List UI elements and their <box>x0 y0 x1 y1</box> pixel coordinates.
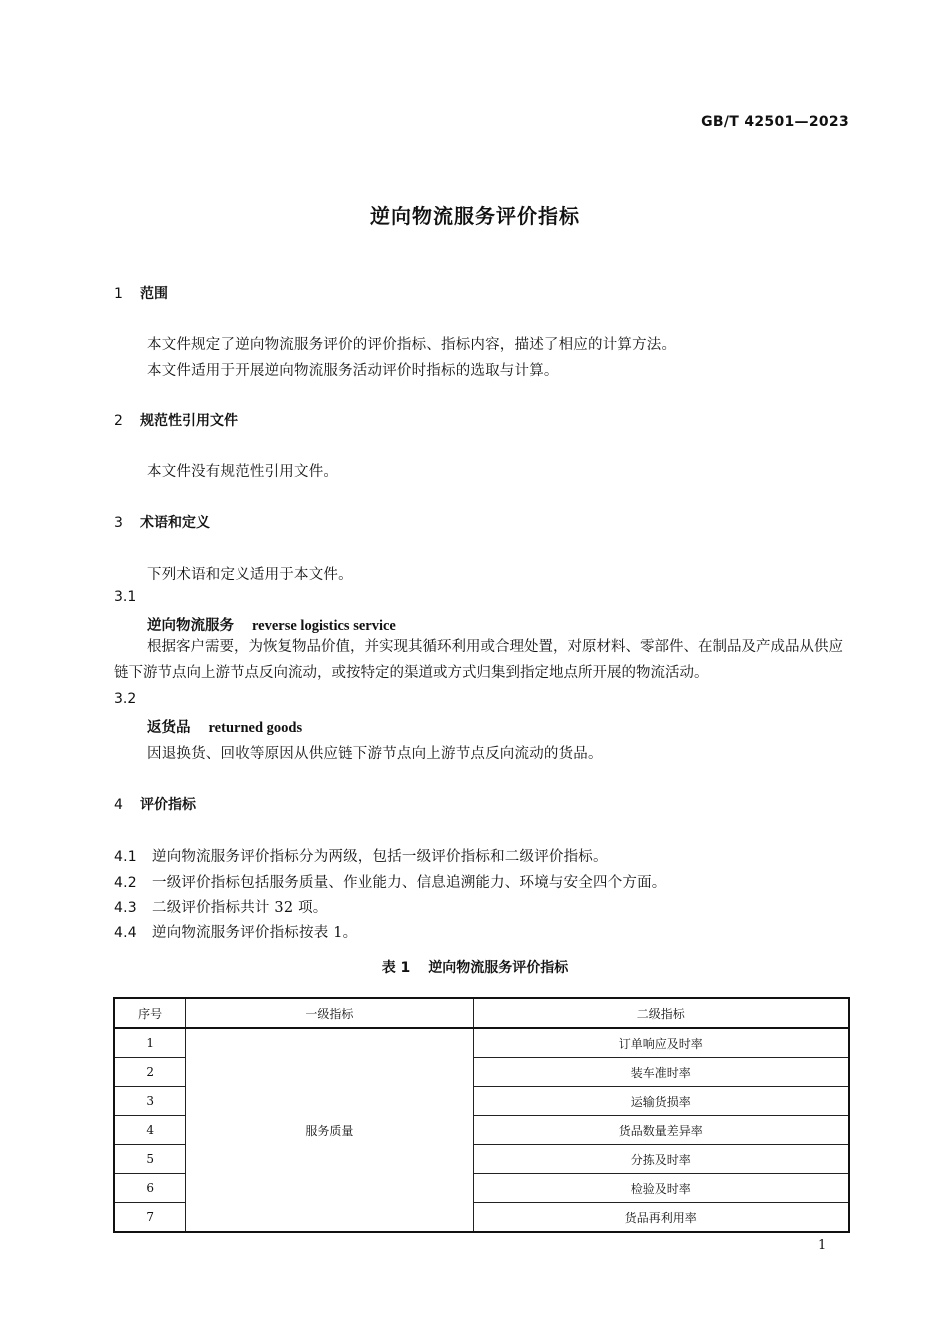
row-number: 6 <box>114 1174 186 1203</box>
level2-indicator: 运输货损率 <box>473 1087 849 1116</box>
level2-indicator: 装车准时率 <box>473 1058 849 1087</box>
section-title: 评价指标 <box>140 797 196 813</box>
level2-indicator: 货品再利用率 <box>473 1203 849 1233</box>
term-definition: 因退换货、回收等原因从供应链下游节点向上游节点反向流动的货品。 <box>147 746 603 762</box>
term-chinese: 逆向物流服务 <box>147 618 234 634</box>
header-level2: 二级指标 <box>473 998 849 1028</box>
clause <box>114 896 327 917</box>
term-entry <box>147 716 302 737</box>
section-title: 术语和定义 <box>140 515 210 531</box>
indicator-table <box>113 997 850 1233</box>
row-number: 2 <box>114 1058 186 1087</box>
table-caption <box>0 957 950 977</box>
section-number: 4 <box>114 797 123 813</box>
table-row <box>114 1028 849 1058</box>
section-1-heading <box>114 283 168 303</box>
term-number: 3.2 <box>114 691 137 707</box>
term-entry <box>147 614 396 635</box>
section-number: 2 <box>114 413 123 429</box>
term-english: reverse logistics service <box>252 618 396 634</box>
clause-number: 4.1 <box>114 849 137 865</box>
paragraph: 本文件适用于开展逆向物流服务活动评价时指标的选取与计算。 <box>147 363 559 379</box>
header-level1: 一级指标 <box>186 998 473 1028</box>
row-number: 3 <box>114 1087 186 1116</box>
term-chinese: 返货品 <box>147 720 191 736</box>
clause-text: 逆向物流服务评价指标分为两级，包括一级评价指标和二级评价指标。 <box>152 849 608 865</box>
paragraph: 本文件没有规范性引用文件。 <box>147 464 339 480</box>
section-number: 1 <box>114 286 123 302</box>
row-number: 1 <box>114 1028 186 1058</box>
level2-indicator: 检验及时率 <box>473 1174 849 1203</box>
section-number: 3 <box>114 515 123 531</box>
clause-text: 一级评价指标包括服务质量、作业能力、信息追溯能力、环境与安全四个方面。 <box>152 875 667 891</box>
clause-number: 4.3 <box>114 900 137 916</box>
paragraph: 下列术语和定义适用于本文件。 <box>147 567 353 583</box>
row-number: 5 <box>114 1145 186 1174</box>
level2-indicator: 分拣及时率 <box>473 1145 849 1174</box>
table-header-row <box>114 998 849 1028</box>
clause-text: 逆向物流服务评价指标按表 1。 <box>152 925 358 941</box>
row-number: 7 <box>114 1203 186 1233</box>
clause <box>114 871 667 892</box>
term-english: returned goods <box>208 720 303 736</box>
term-definition: 根据客户需要，为恢复物品价值，并实现其循环利用或合理处置，对原材料、零部件、在制品及产成品从供应链下游节点向上游节点反向流动，或按特定的渠道或方式归集到指定地点所开展的物流活动。 <box>114 639 843 681</box>
paragraph: 本文件规定了逆向物流服务评价的评价指标、指标内容，描述了相应的计算方法。 <box>147 337 677 353</box>
section-title: 规范性引用文件 <box>140 413 238 429</box>
clause-number: 4.2 <box>114 875 137 891</box>
term-number: 3.1 <box>114 589 137 605</box>
section-title: 范围 <box>140 286 168 302</box>
level2-indicator: 订单响应及时率 <box>473 1028 849 1058</box>
document-title: 逆向物流服务评价指标 <box>370 204 580 228</box>
standard-code: GB/T 42501—2023 <box>701 114 849 130</box>
row-number: 4 <box>114 1116 186 1145</box>
section-4-heading <box>114 794 196 814</box>
section-3-heading <box>114 512 210 532</box>
level1-indicator: 服务质量 <box>186 1028 473 1232</box>
clause <box>114 845 608 866</box>
page-number: 1 <box>818 1238 827 1253</box>
clause-number: 4.4 <box>114 925 137 941</box>
table-caption-title: 逆向物流服务评价指标 <box>428 960 569 976</box>
section-2-heading <box>114 410 238 430</box>
header-seq: 序号 <box>114 998 186 1028</box>
clause <box>114 921 357 942</box>
table-caption-number: 表 1 <box>381 960 411 976</box>
level2-indicator: 货品数量差异率 <box>473 1116 849 1145</box>
clause-text: 二级评价指标共计 32 项。 <box>152 900 328 916</box>
